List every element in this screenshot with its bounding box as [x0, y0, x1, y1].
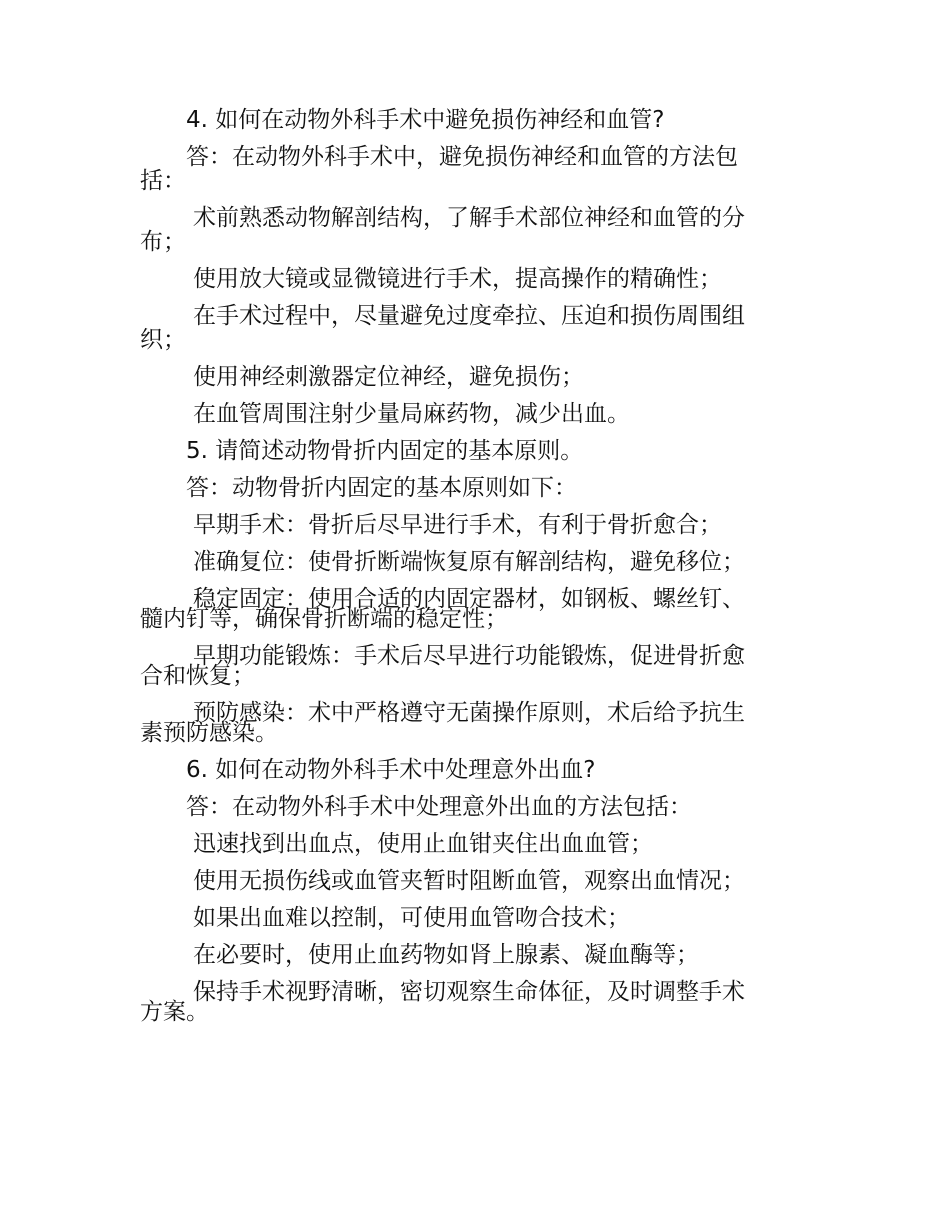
answer-5-item-5-cont: 素预防感染。	[140, 720, 278, 746]
answer-4-item-2: 使用放大镜或显微镜进行手术，提高操作的精确性；	[193, 266, 722, 292]
answer-4-item-3-cont: 织；	[140, 327, 186, 353]
answer-4-item-1-cont: 布；	[140, 229, 186, 255]
answer-4-item-3: 在手术过程中，尽量避免过度牵拉、压迫和损伤周围组	[193, 303, 745, 329]
answer-4-intro-cont: 括：	[140, 168, 186, 194]
question-4: 4. 如何在动物外科手术中避免损伤神经和血管?	[186, 107, 665, 133]
document-body	[140, 102, 800, 1031]
question-6: 6. 如何在动物外科手术中处理意外出血?	[186, 757, 596, 783]
answer-6-intro: 答：在动物外科手术中处理意外出血的方法包括：	[186, 794, 692, 820]
answer-4-intro: 答：在动物外科手术中，避免损伤神经和血管的方法包	[186, 144, 738, 170]
answer-6-item-3: 如果出血难以控制，可使用血管吻合技术；	[193, 905, 630, 931]
answer-6-item-5-cont: 方案。	[140, 999, 209, 1025]
answer-5-item-3: 稳定固定：使用合适的内固定器材，如钢板、螺丝钉、	[193, 586, 745, 612]
answer-5-item-4-cont: 合和恢复；	[140, 663, 255, 689]
answer-6-item-2: 使用无损伤线或血管夹暂时阻断血管，观察出血情况；	[193, 868, 745, 894]
answer-5-item-2: 准确复位：使骨折断端恢复原有解剖结构，避免移位；	[193, 549, 745, 575]
answer-4-item-1: 术前熟悉动物解剖结构，了解手术部位神经和血管的分	[193, 205, 745, 231]
answer-6-item-1: 迅速找到出血点，使用止血钳夹住出血血管；	[193, 831, 653, 857]
answer-5-item-1: 早期手术：骨折后尽早进行手术，有利于骨折愈合；	[193, 512, 722, 538]
question-5: 5. 请简述动物骨折内固定的基本原则。	[186, 438, 584, 464]
answer-5-item-4: 早期功能锻炼：手术后尽早进行功能锻炼，促进骨折愈	[193, 643, 745, 669]
answer-5-intro: 答：动物骨折内固定的基本原则如下：	[186, 475, 577, 501]
answer-5-item-3-cont: 髓内钉等，确保骨折断端的稳定性；	[140, 606, 508, 632]
answer-6-item-4: 在必要时，使用止血药物如肾上腺素、凝血酶等；	[193, 942, 699, 968]
answer-5-item-5: 预防感染：术中严格遵守无菌操作原则，术后给予抗生	[193, 700, 745, 726]
answer-6-item-5: 保持手术视野清晰，密切观察生命体征，及时调整手术	[193, 979, 745, 1005]
answer-4-item-4: 使用神经刺激器定位神经，避免损伤；	[193, 364, 584, 390]
answer-4-item-5: 在血管周围注射少量局麻药物，减少出血。	[193, 401, 630, 427]
